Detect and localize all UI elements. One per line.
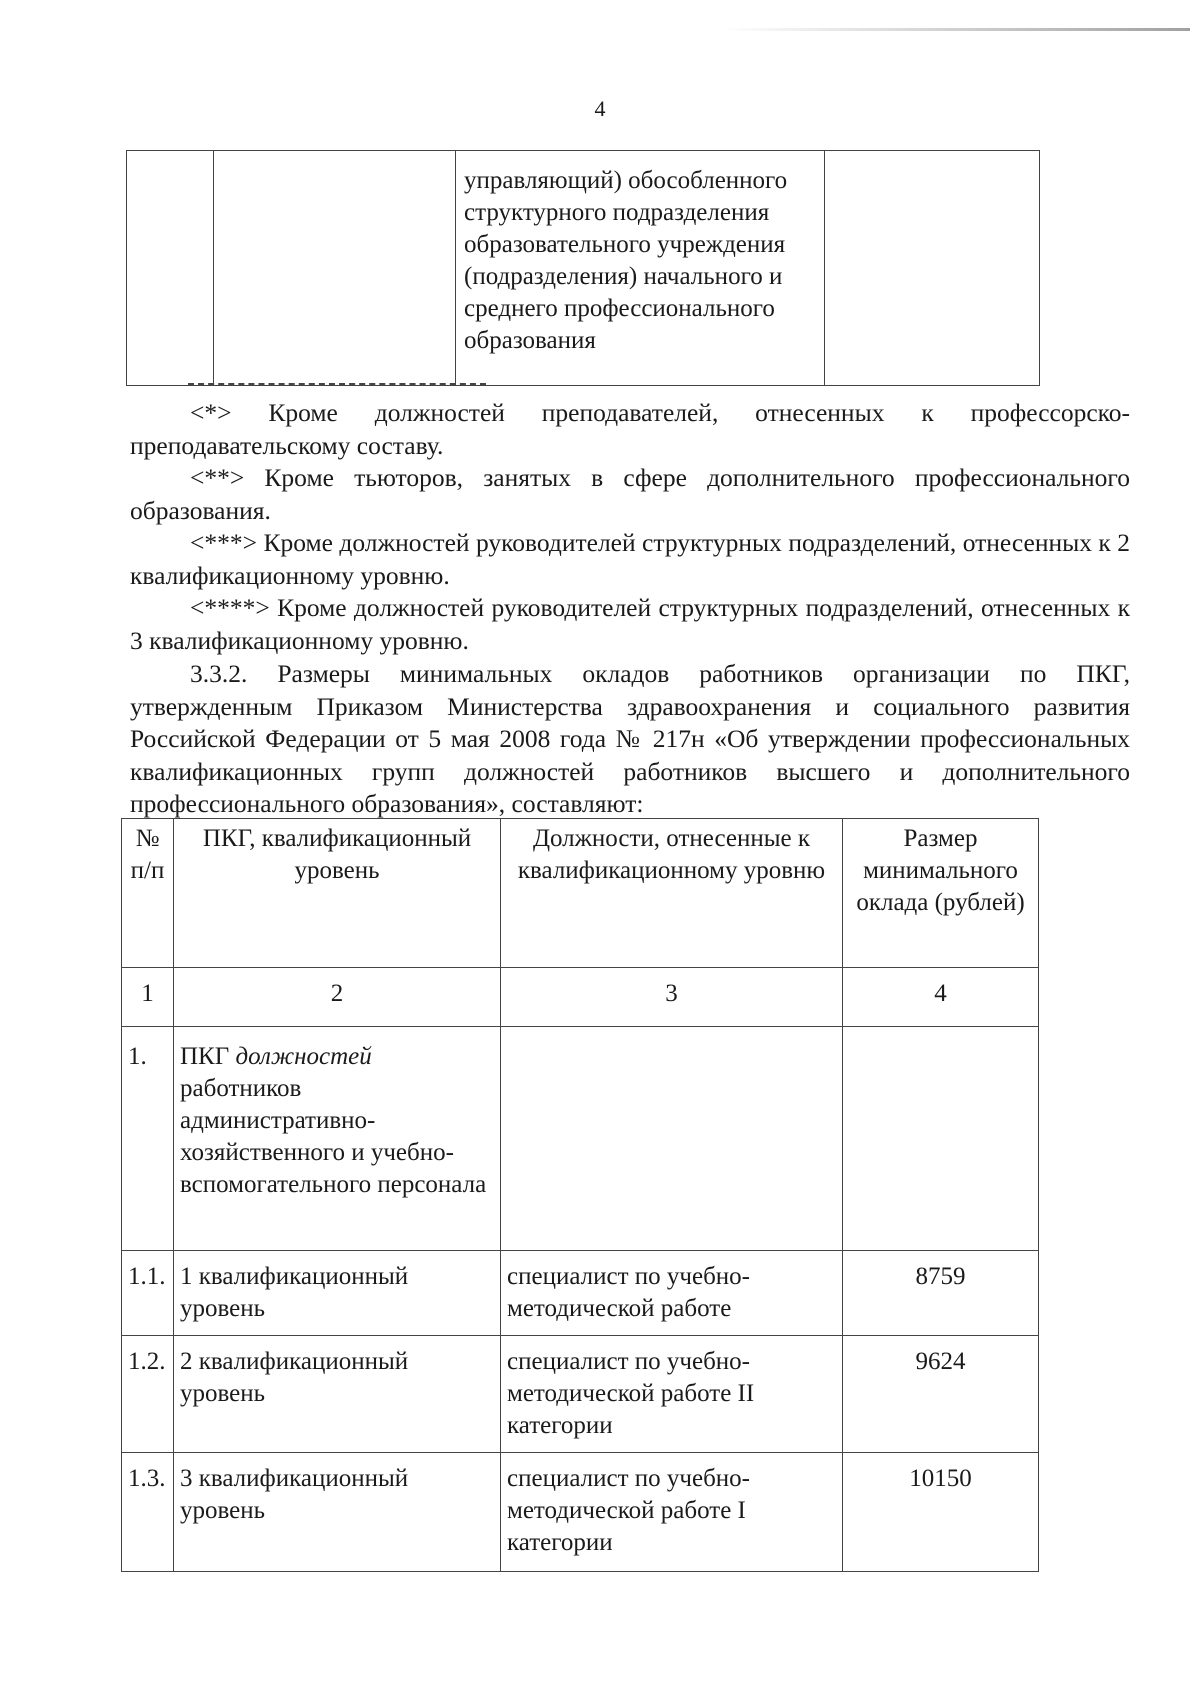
salary-table — [121, 818, 1039, 1572]
table-cell — [501, 1027, 843, 1251]
footnote-item: <*> Кроме должностей преподавателей, отнесенных к профессорско-преподавательскому составу. — [130, 398, 1130, 460]
row-number: 1.2. — [122, 1336, 174, 1453]
row-level: 2 квалификационный уровень — [174, 1336, 501, 1453]
footnote-item: <****> Кроме должностей руководителей структурных подразделений, отнесенных к 3 квалификационному уровню. — [130, 593, 1130, 655]
row-salary: 9624 — [843, 1336, 1039, 1453]
table-row — [122, 1336, 1039, 1453]
table-cell — [127, 151, 214, 386]
table-header-row — [122, 819, 1039, 968]
row-number: 1.1. — [122, 1251, 174, 1336]
continuation-table — [126, 150, 1040, 386]
table-row — [127, 151, 1040, 386]
group-title-italic: должностей — [235, 1043, 372, 1070]
footnote-separator — [188, 383, 486, 385]
row-level: 1 квалификационный уровень — [174, 1251, 501, 1336]
row-level: 3 квалификационный уровень — [174, 1453, 501, 1572]
scan-edge-mark — [720, 28, 1190, 31]
column-number-row — [122, 968, 1039, 1027]
group-number: 1. — [122, 1027, 174, 1251]
paragraph-text: 3.3.2. Размеры минимальных окладов работников организации по ПКГ, утвержденным Приказом Министерства здравоохранения и социального развития Российской Федерации от 5 мая 2008 года № 217н «Об утверждении профессиональных квалификационных групп должностей работников высшего и дополнительного профессионального образования», составляют: — [130, 659, 1130, 818]
row-position: специалист по учебно-методической работе — [501, 1251, 843, 1336]
row-salary: 8759 — [843, 1251, 1039, 1336]
footnote-item: <**> Кроме тьюторов, занятых в сфере дополнительного профессионального образования. — [130, 463, 1130, 525]
table-row — [122, 1453, 1039, 1572]
header-number: № п/п — [122, 819, 174, 968]
group-title — [174, 1027, 501, 1251]
column-number: 2 — [174, 968, 501, 1027]
table-row — [122, 1251, 1039, 1336]
group-title-rest: работников административно-хозяйственного и учебно-вспомогательного персонала — [180, 1075, 487, 1198]
row-salary: 10150 — [843, 1453, 1039, 1572]
column-number: 4 — [843, 968, 1039, 1027]
table-row-group — [122, 1027, 1039, 1251]
table-cell — [825, 151, 1040, 386]
column-number: 3 — [501, 968, 843, 1027]
body-paragraph — [130, 658, 1130, 821]
row-position: специалист по учебно-методической работе II категории — [501, 1336, 843, 1453]
table-cell — [214, 151, 456, 386]
table-cell — [843, 1027, 1039, 1251]
table-cell-position-text: управляющий) обособленного структурного подразделения образовательного учреждения (подразделения) начального и среднего профессионального образования — [456, 151, 825, 386]
footnote-item: <***> Кроме должностей руководителей структурных подразделений, отнесенных к 2 квалификационному уровню. — [130, 528, 1130, 590]
header-positions: Должности, отнесенные к квалификационному уровню — [501, 819, 843, 968]
header-salary: Размер минимального оклада (рублей) — [843, 819, 1039, 968]
row-number: 1.3. — [122, 1453, 174, 1572]
row-position: специалист по учебно-методической работе I категории — [501, 1453, 843, 1572]
footnotes — [130, 397, 1130, 657]
page-number: 4 — [594, 96, 606, 121]
group-title-prefix: ПКГ — [180, 1043, 230, 1070]
header-pkg-level: ПКГ, квалификационный уровень — [174, 819, 501, 968]
column-number: 1 — [122, 968, 174, 1027]
